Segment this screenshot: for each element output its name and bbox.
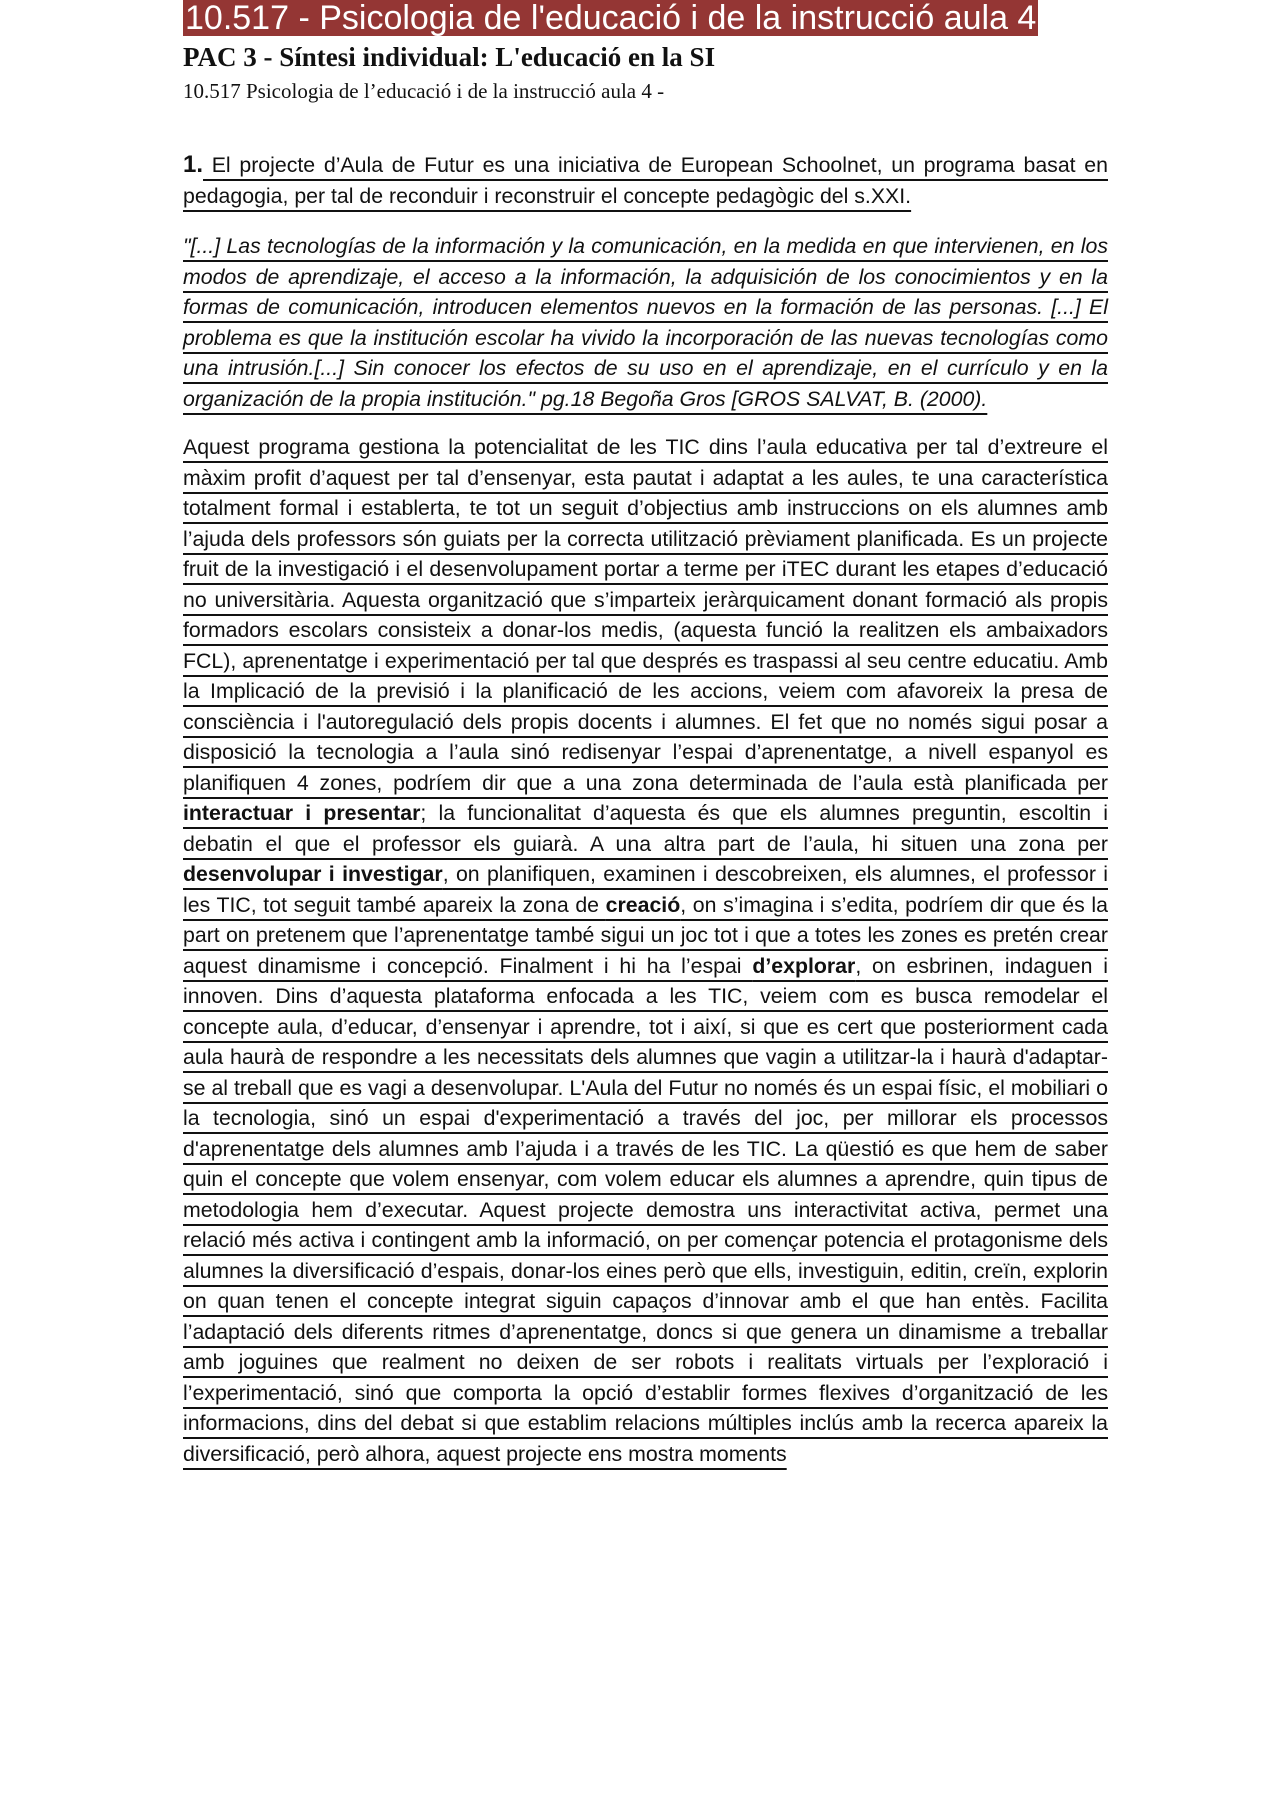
body-text-1: Aquest programa gestiona la potencialitat de les TIC dins l’aula educativa per tal d’extreure el màxim profit d’aquest per tal d’ensenyar, esta pautat i adaptat a les aules, te una característica totalment formal i establerta, te tot un seguit d’objectius amb instruccions on els alumnes amb l’ajuda dels professors són guiats per la correcta utilització prèviament planificada. Es un projecte fruit de la investigació i el desenvolupament portar a terme per iTEC durant les etapes d’educació no universitària. Aquesta organització que s’imparteix jeràrquicament donant formació als propis formadors escolars consisteix a donar-los medis, (aquesta funció la realitzen els ambaixadors FCL), aprenentatge i experimentació per tal que després es traspassi al seu centre educatiu. Amb la Implicació de la previsió i la planificació de les accions, veiem com afavoreix la presa de consciència i l'autoregulació dels propis docents i alumnes. El fet que no només sigui posar a disposició la tecnologia a l’aula sinó redisenyar l’espai d’aprenentatge, a nivell espanyol es planifiquen 4 zones, podríem dir que a una zona determinada de l’aula està planificada per [183, 435, 1108, 795]
zone-explorar: d’explorar [752, 953, 856, 978]
question-1-paragraph [183, 150, 1108, 211]
citation-quote [183, 231, 1108, 414]
body-text-5: , on esbrinen, indaguen i innoven. Dins d’aquesta plataforma enfocada a les TIC, veiem com es busca remodelar el concepte aula, d’educar, d’ensenyar i aprendre, tot i així, si que es cert que posteriorment cada aula haurà de respondre a les necessitats dels alumnes que vagin a utilitzar-la i haurà d'adaptar-se al treball que es vagi a desenvolupar. L'Aula del Futur no només és un espai físic, el mobiliari o la tecnologia, sinó un espai d'experimentació a través del joc, per millorar els processos d'aprenentatge dels alumnes amb l’ajuda i a través de les TIC. La qüestió es que hem de saber quin el concepte que volem ensenyar, com volem educar els alumnes a aprendre, quin tipus de metodologia hem d’executar. Aquest projecte demostra uns interactivitat activa, permet una relació més activa i contingent amb la informació, on per començar potencia el protagonisme dels alumnes la diversificació d’espais, donar-los eines però que ells, investiguin, editin, creïn, explorin on quan tenen el concepte integrat siguin capaços d’innovar amb el que han entès. Facilita l’adaptació dels diferents ritmes d’aprenentatge, doncs si que genera un dinamisme a treballar amb joguines que realment no deixen de ser robots i realitats virtuals per l’exploració i l’experimentació, sinó que comporta la opció d’establir formes flexives d’organització de les informacions, dins del debat si que establim relacions múltiples inclús amb la recerca apareix la diversificació, però alhora, aquest projecte ens mostra moments [183, 953, 1109, 1466]
assignment-title: PAC 3 - Síntesi individual: L'educació en la SI [183, 42, 716, 72]
question-number: 1. [183, 151, 204, 178]
question-1-text: El projecte d’Aula de Futur es una iniciativa de European Schoolnet, un programa basat en pedagogia, per tal de reconduir i reconstruir el concepte pedagògic del s.XXI. [183, 153, 1108, 208]
document-page [183, 0, 1108, 1469]
body-text-4: , on s’imagina i s’edita, podríem dir que és la part on pretenem que l’aprenentatge també sigui un joc tot i que a totes les zones es pretén crear aquest dinamisme i concepció. Finalment i hi ha l’espai [183, 892, 1108, 978]
zone-desenvolupar: desenvolupar i investigar [183, 862, 443, 886]
course-title: 10.517 - Psicologia de l'educació i de la instrucció aula 4 [185, 0, 1037, 37]
document-subtitle: 10.517 Psicologia de l’educació i de la instrucció aula 4 - [183, 79, 665, 103]
zone-creacio: creació [605, 892, 681, 917]
citation-quote-text: "[...] Las tecnologías de la información y la comunicación, en la medida en que intervienen, en los modos de aprendizaje, el acceso a la información, la adquisición de los conocimientos y en la formas de comunicación, introducen elementos nuevos en la formación de las personas. [...] El problema es que la institución escolar ha vivido la incorporación de las nuevas tecnologías como una intrusión.[...] Sin conocer los efectos de su uso en el aprendizaje, en el currículo y en la organización de la propia institución." pg.18 Begoña Gros [GROS SALVAT, B. (2000). [183, 234, 1108, 411]
body-paragraph [183, 432, 1108, 1469]
zone-interactuar: interactuar i presentar [183, 801, 421, 825]
body-text-2: ; la funcionalitat d’aquesta és que els alumnes preguntin, escoltin i debatin el que el professor els guiarà. A una altra part de l’aula, hi situen una zona per [183, 801, 1108, 856]
body-text-3: , on planifiquen, examinen i descobreixen, els alumnes, el professor i les TIC, tot seguit també apareix la zona de [183, 862, 1108, 917]
